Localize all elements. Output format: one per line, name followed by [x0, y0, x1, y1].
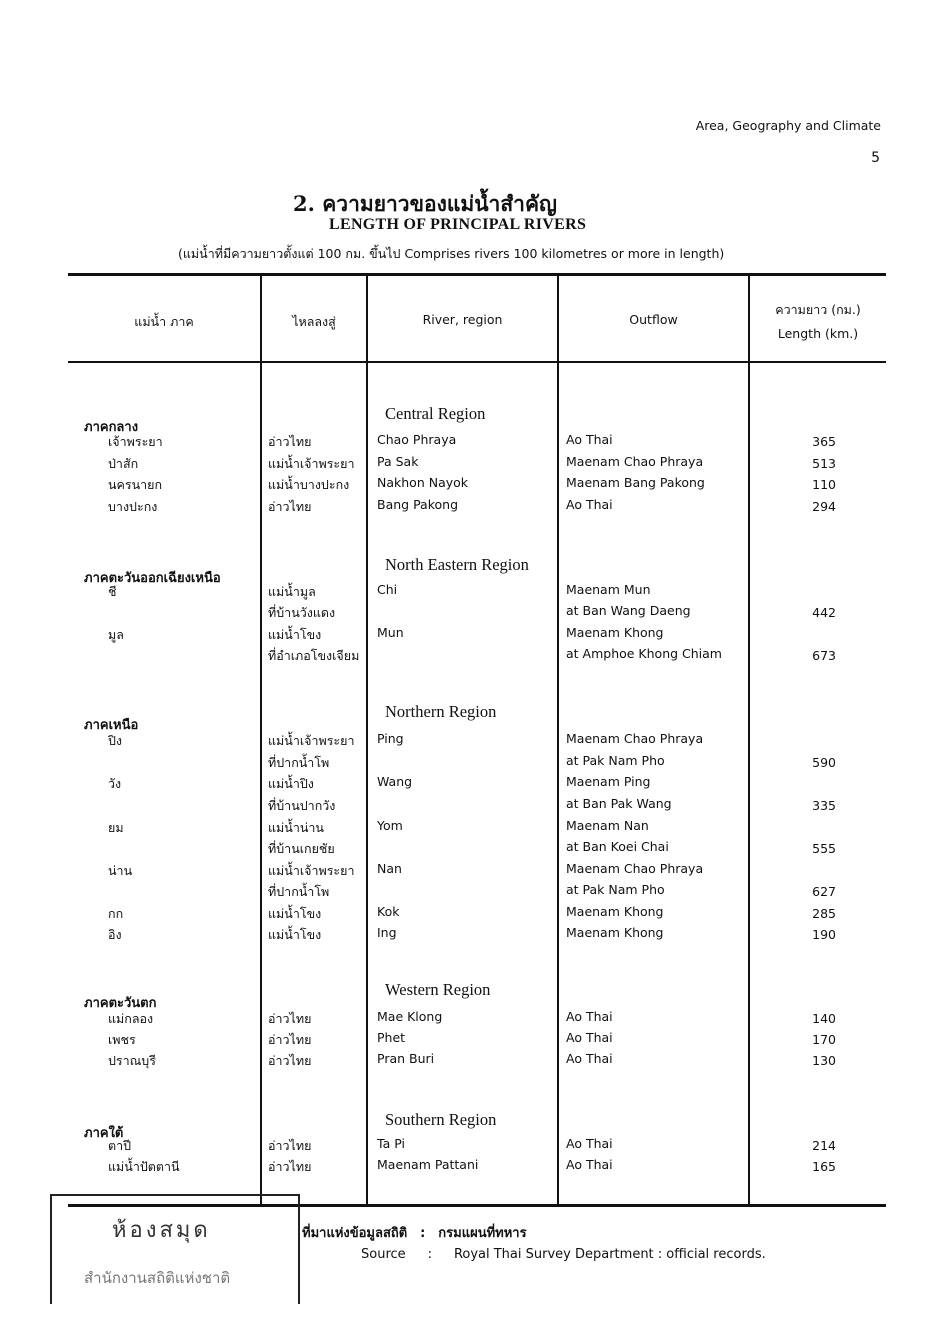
- river-name-en: Nakhon Nayok: [377, 475, 469, 490]
- outflow-th: อ่าวไทย: [268, 1011, 312, 1026]
- outflow-en: Ao Thai: [566, 432, 613, 447]
- river-name-en: Mun: [377, 625, 404, 640]
- title-thai: 2. ความยาวของแม่น้ำสำคัญ: [293, 191, 557, 216]
- river-name-en: Nan: [377, 861, 402, 876]
- outflow-en: Maenam Khong: [566, 625, 664, 640]
- river-name-en: Yom: [377, 818, 403, 833]
- page-number: 5: [871, 150, 880, 166]
- river-length: 442: [812, 605, 836, 620]
- outflow-th: ที่อำเภอโขงเจียม: [268, 648, 360, 663]
- outflow-th: แม่น้ำโขง: [268, 627, 322, 642]
- column-divider: [748, 275, 750, 1205]
- region-name-en: Southern Region: [385, 1110, 497, 1129]
- river-name-th: บางปะกง: [108, 499, 158, 514]
- outflow-en: Ao Thai: [566, 1030, 613, 1045]
- outflow-en: Maenam Nan: [566, 818, 649, 833]
- river-name-en: Kok: [377, 904, 400, 919]
- river-name-en: Chao Phraya: [377, 432, 457, 447]
- source-label-th-text: ที่มาแห่งข้อมูลสถิติ: [302, 1226, 408, 1241]
- river-length: 365: [812, 434, 836, 449]
- river-name-th: เจ้าพระยา: [108, 434, 163, 449]
- river-length: 130: [812, 1053, 836, 1068]
- outflow-en: Maenam Ping: [566, 774, 651, 789]
- outflow-en: Ao Thai: [566, 1051, 613, 1066]
- river-name-th: ปราณบุรี: [108, 1053, 156, 1068]
- subtitle: (แม่น้ำที่มีความยาวตั้งแต่ 100 กม. ขึ้นไป Comprises rivers 100 kilometres or more in length): [178, 246, 725, 261]
- river-name-th: ปิง: [108, 733, 123, 748]
- outflow-en: Ao Thai: [566, 497, 613, 512]
- river-name-en: Maenam Pattani: [377, 1157, 479, 1172]
- outflow-th: ที่บ้านเกยชัย: [268, 841, 335, 856]
- river-name-en: Mae Klong: [377, 1009, 443, 1024]
- outflow-en: at Pak Nam Pho: [566, 882, 665, 897]
- outflow-th: แม่น้ำบางปะกง: [268, 477, 350, 492]
- outflow-en: at Pak Nam Pho: [566, 753, 665, 768]
- outflow-th: อ่าวไทย: [268, 434, 312, 449]
- table-top-rule: [68, 273, 886, 276]
- river-name-th: นครนายก: [108, 477, 163, 492]
- col-header-outflow-en: Outflow: [629, 312, 678, 327]
- river-name-en: Phet: [377, 1030, 406, 1045]
- river-length: 294: [812, 499, 836, 514]
- column-divider: [366, 275, 368, 1205]
- stamp-line2: สำนักงานสถิติแห่งชาติ: [84, 1269, 231, 1287]
- col-header-outflow-th: ไหลลงสู่: [292, 314, 336, 329]
- river-length: 285: [812, 906, 836, 921]
- source-label-en: Source : Royal Thai Survey Department : official records.: [361, 1247, 766, 1262]
- river-name-th: มูล: [108, 627, 124, 642]
- outflow-th: ที่บ้านปากวัง: [268, 798, 336, 813]
- river-length: 190: [812, 927, 836, 942]
- river-name-th: แม่น้ำปัตตานี: [108, 1159, 180, 1174]
- river-name-en: Wang: [377, 774, 413, 789]
- outflow-en: Ao Thai: [566, 1009, 613, 1024]
- outflow-th: ที่ปากน้ำโพ: [268, 884, 330, 899]
- column-divider: [260, 275, 262, 1205]
- outflow-en: at Ban Wang Daeng: [566, 603, 691, 618]
- river-name-th: วัง: [108, 776, 122, 791]
- river-length: 140: [812, 1011, 836, 1026]
- region-name-th: ภาคกลาง: [84, 420, 139, 435]
- outflow-th: แม่น้ำเจ้าพระยา: [268, 733, 355, 748]
- river-name-th: น่าน: [108, 863, 133, 878]
- river-length: 673: [812, 648, 836, 663]
- region-name-en: Northern Region: [385, 702, 497, 721]
- region-name-th: ภาคเหนือ: [84, 718, 139, 733]
- column-divider: [557, 275, 559, 1205]
- river-name-en: Pa Sak: [377, 454, 419, 469]
- outflow-th: แม่น้ำมูล: [268, 584, 316, 599]
- outflow-th: แม่น้ำโขง: [268, 906, 322, 921]
- outflow-en: Maenam Chao Phraya: [566, 861, 704, 876]
- outflow-en: Maenam Mun: [566, 582, 651, 597]
- source-value-th: กรมแผนที่ทหาร: [438, 1226, 527, 1241]
- river-length: 165: [812, 1159, 836, 1174]
- table-header-rule: [68, 361, 886, 363]
- outflow-th: ที่ปากน้ำโพ: [268, 755, 330, 770]
- river-name-en: Bang Pakong: [377, 497, 458, 512]
- col-header-length-th: ความยาว (กม.): [775, 302, 861, 317]
- region-name-th: ภาคใต้: [84, 1126, 124, 1141]
- outflow-th: อ่าวไทย: [268, 499, 312, 514]
- running-header: Area, Geography and Climate: [695, 118, 881, 133]
- outflow-th: แม่น้ำปิง: [268, 776, 314, 791]
- outflow-th: อ่าวไทย: [268, 1032, 312, 1047]
- river-length: 627: [812, 884, 836, 899]
- outflow-en: Ao Thai: [566, 1157, 613, 1172]
- river-length: 590: [812, 755, 836, 770]
- region-name-th: ภาคตะวันตก: [84, 996, 157, 1011]
- outflow-en: Maenam Khong: [566, 925, 664, 940]
- col-header-river-en: River, region: [422, 312, 503, 327]
- outflow-en: Maenam Bang Pakong: [566, 475, 705, 490]
- river-length: 555: [812, 841, 836, 856]
- outflow-en: Maenam Chao Phraya: [566, 454, 704, 469]
- outflow-th: แม่น้ำน่าน: [268, 820, 324, 835]
- region-name-en: Central Region: [385, 404, 486, 423]
- stamp-line1: ห้องสมุด: [112, 1218, 211, 1243]
- outflow-th: แม่น้ำเจ้าพระยา: [268, 456, 355, 471]
- river-name-th: แม่กลอง: [108, 1011, 154, 1026]
- outflow-en: at Ban Koei Chai: [566, 839, 669, 854]
- river-length: 214: [812, 1138, 836, 1153]
- region-name-en: Western Region: [385, 980, 491, 999]
- outflow-en: Maenam Khong: [566, 904, 664, 919]
- river-name-th: ตาปี: [108, 1138, 132, 1153]
- title-english: LENGTH OF PRINCIPAL RIVERS: [329, 216, 587, 233]
- river-length: 513: [812, 456, 836, 471]
- river-name-th: ยม: [108, 820, 124, 835]
- region-name-en: North Eastern Region: [385, 555, 529, 574]
- outflow-th: ที่บ้านวังแดง: [268, 605, 336, 620]
- river-name-en: Ta Pi: [377, 1136, 405, 1151]
- region-name-th: ภาคตะวันออกเฉียงเหนือ: [84, 571, 221, 586]
- river-length: 170: [812, 1032, 836, 1047]
- river-name-th: อิง: [108, 927, 122, 942]
- river-name-en: Ping: [377, 731, 404, 746]
- col-header-river-th: แม่น้ำ ภาค: [134, 314, 194, 329]
- source-label-th: ที่มาแห่งข้อมูลสถิติ : กรมแผนที่ทหาร: [302, 1226, 527, 1241]
- river-name-en: Ing: [377, 925, 397, 940]
- river-name-en: Chi: [377, 582, 398, 597]
- river-length: 335: [812, 798, 836, 813]
- outflow-th: แม่น้ำเจ้าพระยา: [268, 863, 355, 878]
- river-name-en: Pran Buri: [377, 1051, 435, 1066]
- outflow-th: อ่าวไทย: [268, 1053, 312, 1068]
- outflow-th: อ่าวไทย: [268, 1159, 312, 1174]
- outflow-en: Maenam Chao Phraya: [566, 731, 704, 746]
- river-name-th: เพชร: [108, 1032, 136, 1047]
- river-name-th: ชี: [108, 584, 117, 599]
- source-label-en-text: Source: [361, 1247, 406, 1262]
- outflow-en: at Amphoe Khong Chiam: [566, 646, 722, 661]
- outflow-en: at Ban Pak Wang: [566, 796, 672, 811]
- river-name-th: กก: [108, 906, 124, 921]
- outflow-th: แม่น้ำโขง: [268, 927, 322, 942]
- col-header-length-en: Length (km.): [777, 326, 859, 341]
- source-value-en: Royal Thai Survey Department : official records.: [453, 1247, 766, 1262]
- river-name-th: ป่าสัก: [108, 456, 139, 471]
- river-length: 110: [812, 477, 836, 492]
- outflow-en: Ao Thai: [566, 1136, 613, 1151]
- outflow-th: อ่าวไทย: [268, 1138, 312, 1153]
